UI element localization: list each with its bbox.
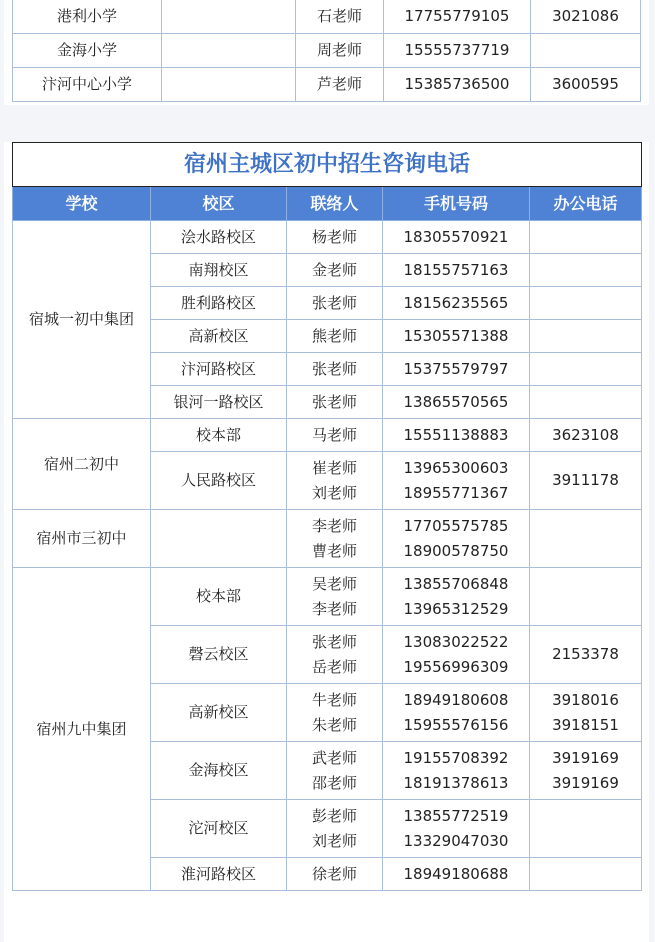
office-phone-cell-line: 3919169 [552,773,619,792]
mobile-cell-line: 18155757163 [403,260,509,279]
contact-cell-line: 牛老师 [311,690,357,709]
contact-cell [287,626,383,684]
contact-cell [287,452,383,510]
table-row [13,68,641,102]
contact-cell [287,386,383,419]
office-phone-cell [530,221,642,254]
mobile-cell-line: 18955771367 [403,483,509,502]
contact-cell [296,34,384,68]
contact-cell-line: 芦老师 [316,75,362,93]
contact-cell [287,287,383,320]
table-row [13,34,641,68]
mobile-cell-line: 15305571388 [403,326,509,345]
campus-cell [151,386,287,419]
campus-cell-line: 胜利路校区 [180,293,256,312]
mobile-cell-line: 17755779105 [404,7,510,25]
school-name-cell [13,568,151,891]
office-phone-cell [530,510,642,568]
office-phone-cell [530,419,642,452]
contact-cell-line: 朱老师 [311,715,357,734]
contact-cell [287,858,383,891]
mobile-cell-line: 15955576156 [403,715,509,734]
contact-cell [287,254,383,287]
office-phone-cell [530,858,642,891]
mobile-cell-line: 18900578750 [403,541,509,560]
mobile-cell [383,221,530,254]
column-header-campus: 校区 [151,187,287,221]
mobile-cell-line: 13965300603 [403,458,509,477]
school-name-cell-line: 港利小学 [56,7,117,25]
office-phone-cell [530,320,642,353]
contact-cell-line: 张老师 [311,293,357,312]
mobile-cell [383,510,530,568]
mobile-cell [383,353,530,386]
mobile-cell-line: 15385736500 [404,75,510,93]
school-name-cell-line: 宿州九中集团 [36,719,127,738]
campus-cell [151,287,287,320]
office-phone-cell-line: 3918151 [552,715,619,734]
mobile-cell-line: 18156235565 [403,293,509,312]
school-name-cell [13,0,162,34]
contact-cell-line: 刘老师 [311,483,357,502]
campus-cell [162,68,296,102]
mobile-cell [383,386,530,419]
school-name-cell [13,221,151,419]
table-row [13,0,641,34]
office-phone-cell [531,0,641,34]
campus-cell-line: 高新校区 [188,703,249,721]
campus-cell [162,34,296,68]
mobile-cell [384,0,531,34]
contact-cell-line: 崔老师 [311,458,357,477]
mobile-cell-line: 18949180608 [403,690,509,709]
contact-cell-line: 张老师 [311,632,357,651]
campus-cell [162,0,296,34]
mobile-cell-line: 13865570565 [403,392,509,411]
mobile-cell [383,568,530,626]
office-phone-cell [530,287,642,320]
campus-cell-line: 金海校区 [188,761,249,779]
office-phone-cell [530,568,642,626]
school-name-cell-line: 宿城一初中集团 [28,310,134,328]
contact-cell-line: 武老师 [311,748,357,767]
table-row [13,221,642,254]
office-phone-cell [530,353,642,386]
campus-cell [151,568,287,626]
campus-cell [151,858,287,891]
mobile-cell [383,684,530,742]
campus-cell [151,419,287,452]
mobile-cell [383,626,530,684]
mobile-cell [383,419,530,452]
mobile-cell-line: 13329047030 [403,831,509,850]
campus-cell [151,510,287,568]
contact-cell [287,568,383,626]
school-name-cell-line: 宿州市三初中 [36,529,127,547]
contact-cell-line: 彭老师 [311,806,357,825]
mobile-cell [383,742,530,800]
school-name-cell [13,34,162,68]
contact-cell-line: 曹老师 [311,541,357,560]
campus-cell-line: 校本部 [195,587,241,605]
office-phone-cell-line: 3918016 [552,690,619,709]
mobile-cell-line: 13083022522 [403,632,509,651]
office-phone-cell-line: 3911178 [552,471,619,489]
contact-cell [287,320,383,353]
contact-cell-line: 徐老师 [311,864,357,883]
campus-cell-line: 人民路校区 [180,471,256,489]
office-phone-cell [530,452,642,510]
campus-cell [151,626,287,684]
mobile-cell [383,287,530,320]
mobile-cell-line: 17705575785 [403,516,509,535]
contact-cell [287,510,383,568]
campus-cell-line: 汴河路校区 [180,359,256,378]
middle-school-table-card [4,142,649,942]
campus-cell-line: 浍水路校区 [180,227,256,246]
office-phone-cell [530,800,642,858]
contact-cell-line: 金老师 [311,260,357,279]
school-name-cell-line: 汴河中心小学 [41,75,132,93]
contact-cell-line: 吴老师 [311,574,357,593]
column-header-contact: 联络人 [287,187,383,221]
table-row [13,568,642,626]
contact-cell [287,742,383,800]
campus-cell-line: 校本部 [195,425,241,444]
school-name-cell [13,510,151,568]
office-phone-cell [530,742,642,800]
school-name-cell [13,68,162,102]
school-name-cell-line: 金海小学 [56,41,117,59]
office-phone-cell-line: 2153378 [552,645,619,663]
office-phone-cell [530,684,642,742]
campus-cell-line: 高新校区 [188,326,249,345]
mobile-cell-line: 19155708392 [403,748,509,767]
contact-cell [287,353,383,386]
contact-cell-line: 张老师 [311,359,357,378]
mobile-cell-line: 15551138883 [403,425,509,444]
mobile-cell-line: 18305570921 [403,227,509,246]
contact-cell-line: 岳老师 [311,657,357,676]
office-phone-cell-line: 3623108 [552,425,619,444]
mobile-cell [384,34,531,68]
mobile-cell-line: 19556996309 [403,657,509,676]
office-phone-cell [530,626,642,684]
contact-cell [287,221,383,254]
mobile-cell-line: 13855772519 [403,806,509,825]
school-name-cell [13,419,151,510]
office-phone-cell [530,386,642,419]
mobile-cell [384,68,531,102]
contact-cell [287,419,383,452]
mobile-cell [383,800,530,858]
column-header-school: 学校 [13,187,151,221]
office-phone-cell-line: 3919169 [552,748,619,767]
contact-cell [287,684,383,742]
column-header-mobile: 手机号码 [383,187,530,221]
contact-cell-line: 杨老师 [311,227,357,246]
office-phone-cell [530,254,642,287]
contact-cell-line: 周老师 [316,41,362,59]
contact-cell-line: 李老师 [311,516,357,535]
campus-cell-line: 磬云校区 [188,645,249,663]
campus-cell [151,742,287,800]
mobile-cell-line: 18949180688 [403,864,509,883]
office-phone-cell [531,34,641,68]
primary-school-contact-table [12,0,641,102]
school-name-cell-line: 宿州二初中 [43,454,119,473]
contact-cell-line: 张老师 [311,392,357,411]
mobile-cell-line: 15375579797 [403,359,509,378]
contact-cell-line: 刘老师 [311,831,357,850]
campus-cell [151,254,287,287]
primary-school-table-card [4,0,649,105]
contact-cell-line: 熊老师 [311,326,357,345]
campus-cell [151,221,287,254]
mobile-cell [383,254,530,287]
campus-cell [151,800,287,858]
mobile-cell-line: 15555737719 [404,41,510,59]
campus-cell-line: 银河一路校区 [173,392,264,411]
table-row [13,419,642,452]
contact-cell-line: 李老师 [311,599,357,618]
contact-cell [287,800,383,858]
campus-cell [151,684,287,742]
contact-cell [296,0,384,34]
contact-cell-line: 石老师 [316,7,362,25]
campus-cell-line: 沱河校区 [188,819,249,837]
table-title: 宿州主城区初中招生咨询电话 [13,143,642,187]
mobile-cell-line: 13965312529 [403,599,509,618]
column-header-office-phone: 办公电话 [530,187,642,221]
campus-cell-line: 淮河路校区 [180,864,256,883]
office-phone-cell-line: 3021086 [552,7,619,25]
mobile-cell [383,320,530,353]
campus-cell [151,452,287,510]
middle-school-contact-table [12,142,642,891]
campus-cell-line: 南翔校区 [188,260,249,279]
contact-cell [296,68,384,102]
contact-cell-line: 马老师 [311,425,357,444]
mobile-cell [383,452,530,510]
office-phone-cell [531,68,641,102]
contact-cell-line: 邵老师 [311,773,357,792]
table-row [13,510,642,568]
office-phone-cell-line: 3600595 [552,75,619,93]
mobile-cell-line: 13855706848 [403,574,509,593]
campus-cell [151,320,287,353]
mobile-cell [383,858,530,891]
campus-cell [151,353,287,386]
mobile-cell-line: 18191378613 [403,773,509,792]
